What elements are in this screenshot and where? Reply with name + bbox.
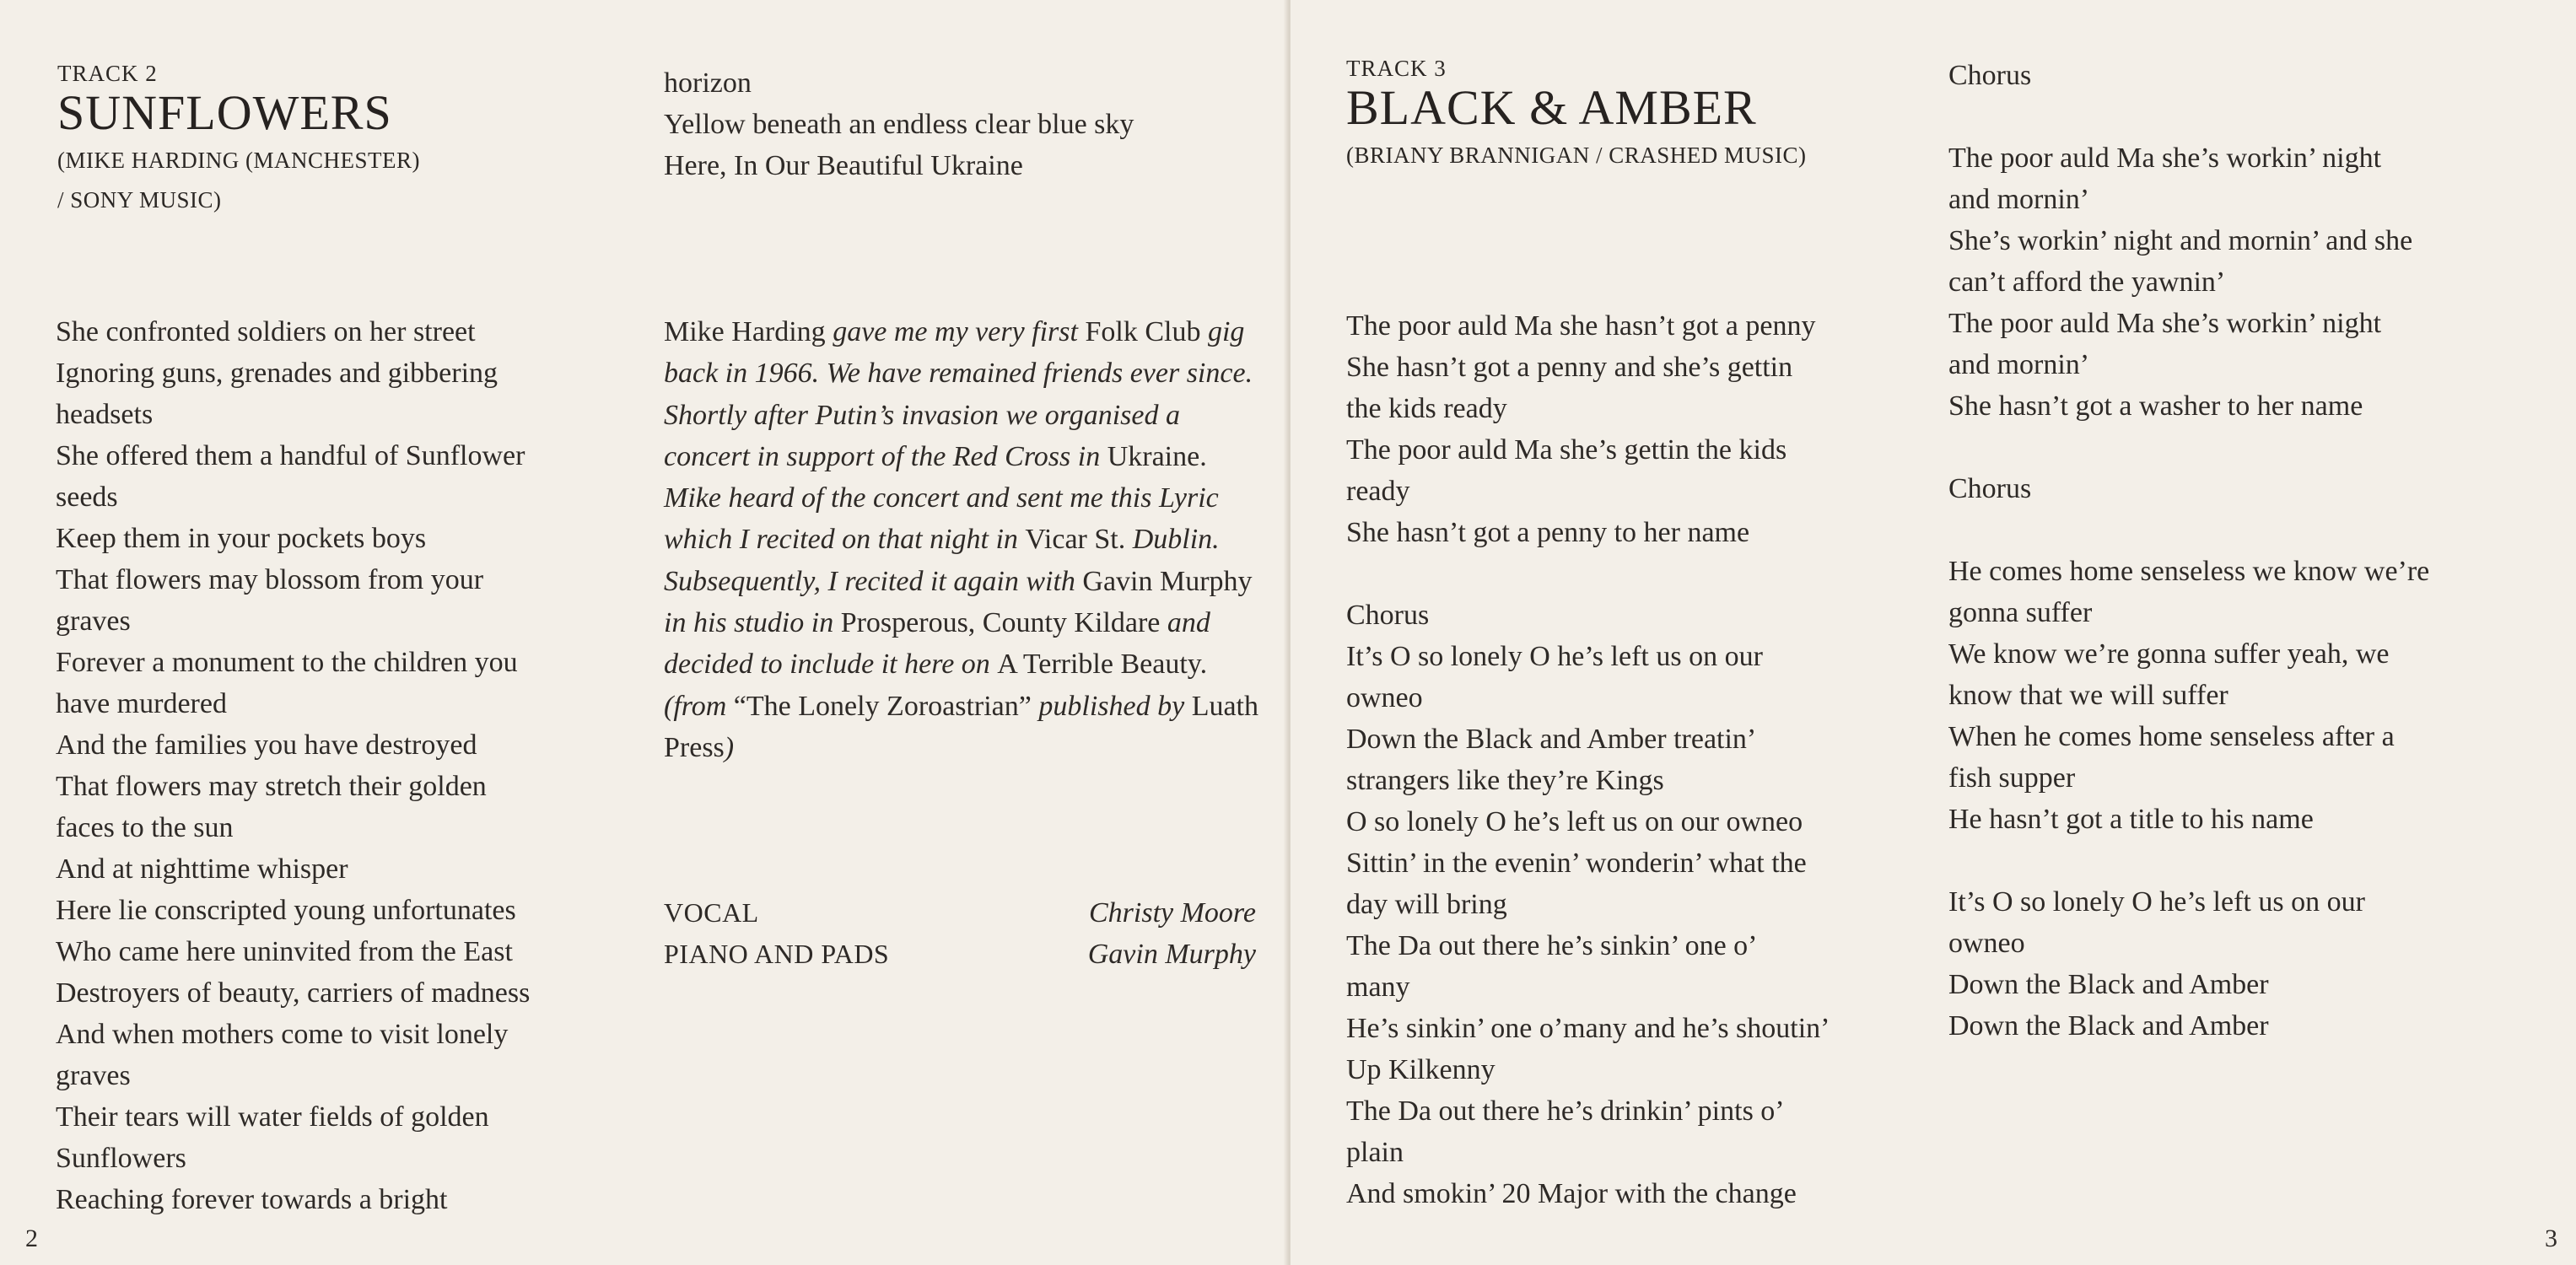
lyric-line: She hasn’t got a penny to her name: [1346, 517, 1750, 548]
lyric-line: know that we will suffer: [1948, 680, 2228, 711]
lyric-line: strangers like they’re Kings: [1346, 765, 1664, 796]
performer-credits: [664, 892, 1256, 975]
lyric-line: And at nighttime whisper: [56, 853, 348, 885]
liner-note: Mike Harding gave me my very first Folk Club gig back in 1966. We have remained friends ever since. Shortly after Putin’s invasion we organised a concert in support of the Red Cross in Ukraine. Mike heard of the concert and sent me this Lyric which I recited on that night in Vicar St. Dublin. Subsequently, I recited it again with Gavin Murphy in his studio in Prosperous, County Kildare and decided to include it here on A Terrible Beauty. (from “The Lonely Zoroastrian” published by Luath Press): [664, 316, 1258, 763]
track-title: BLACK & AMBER: [1346, 80, 1757, 135]
lyric-line: The poor auld Ma she’s workin’ night: [1948, 308, 2382, 339]
performer-role: VOCAL: [664, 897, 759, 928]
sunflowers-header: [57, 61, 639, 221]
lyric-line: Forever a monument to the children you: [56, 647, 518, 678]
lyric-line: Here, In Our Beautiful Ukraine: [664, 150, 1023, 181]
performer-row: [664, 892, 1256, 934]
right-page: [1291, 0, 2576, 1265]
lyric-line: Here lie conscripted young unfortunates: [56, 895, 516, 926]
lyric-line: Chorus: [1346, 600, 1430, 631]
lyric-line: The poor auld Ma she’s workin’ night: [1948, 143, 2382, 174]
lyric-line: seeds: [56, 482, 118, 513]
performer-role: PIANO AND PADS: [664, 939, 890, 969]
lyric-line: We know we’re gonna suffer yeah, we: [1948, 638, 2390, 670]
lyric-line: The poor auld Ma she hasn’t got a penny: [1346, 310, 1816, 342]
lyric-line: Who came here uninvited from the East: [56, 936, 513, 967]
lyric-line: graves: [56, 1060, 131, 1091]
lyric-line: fish supper: [1948, 762, 2076, 794]
lyric-line: owneo: [1346, 682, 1423, 713]
stanza-gap: [1948, 96, 2556, 137]
performer-row: [664, 934, 1256, 975]
lyric-line: Chorus: [1948, 60, 2032, 91]
lyric-line: Yellow beneath an endless clear blue sky: [664, 109, 1134, 140]
track-title: SUNFLOWERS: [57, 85, 392, 140]
lyric-line: day will bring: [1346, 889, 1507, 920]
lyric-line: Down the Black and Amber: [1948, 1010, 2269, 1042]
lyric-line: And smokin’ 20 Major with the change: [1346, 1178, 1797, 1209]
stanza-gap: [1948, 509, 2556, 551]
lyric-line: He’s sinkin’ one o’many and he’s shoutin’: [1346, 1013, 1830, 1044]
lyric-line: Down the Black and Amber: [1948, 969, 2269, 1000]
lyric-line: have murdered: [56, 688, 227, 719]
left-page: [0, 0, 1287, 1265]
lyric-line: It’s O so lonely O he’s left us on our: [1346, 641, 1763, 672]
lyric-line: horizon: [664, 67, 752, 99]
lyric-line: That flowers may stretch their golden: [56, 771, 487, 802]
lyric-line: She offered them a handful of Sunflower: [56, 440, 525, 471]
lyric-line: She’s workin’ night and mornin’ and she: [1948, 225, 2413, 256]
lyric-line: Down the Black and Amber treatin’: [1346, 724, 1757, 755]
lyric-line: Their tears will water fields of golden: [56, 1101, 489, 1133]
lyric-line: The Da out there he’s drinkin’ pints o’: [1346, 1095, 1785, 1127]
lyric-line: Keep them in your pockets boys: [56, 523, 427, 554]
lyric-line: He hasn’t got a title to his name: [1948, 804, 2314, 835]
stanza-gap: [1948, 427, 2556, 468]
lyric-line: Chorus: [1948, 473, 2032, 504]
lyric-line: Destroyers of beauty, carriers of madness: [56, 977, 531, 1009]
lyric-line: owneo: [1948, 928, 2025, 959]
lyric-line: Ignoring guns, grenades and gibbering: [56, 358, 498, 389]
lyric-line: Reaching forever towards a bright: [56, 1184, 448, 1215]
lyric-line: faces to the sun: [56, 812, 234, 843]
credit-line: (BRIANY BRANNIGAN / CRASHED MUSIC): [1346, 143, 1807, 168]
lyric-line: And when mothers come to visit lonely: [56, 1019, 509, 1050]
stanza-gap: [1948, 840, 2556, 881]
lyric-line: And the families you have destroyed: [56, 729, 477, 761]
lyric-line: Up Kilkenny: [1346, 1054, 1495, 1085]
performer-name: Gavin Murphy: [1087, 939, 1256, 970]
lyric-line: She hasn’t got a washer to her name: [1948, 390, 2363, 422]
lyric-line: gonna suffer: [1948, 597, 2093, 628]
lyric-line: It’s O so lonely O he’s left us on our: [1948, 886, 2365, 918]
sunflowers-lyrics: [56, 311, 646, 1220]
lyric-line: When he comes home senseless after a: [1948, 721, 2395, 752]
lyric-line: She hasn’t got a penny and she’s gettin: [1346, 352, 1793, 383]
lyric-line: O so lonely O he’s left us on our owneo: [1346, 806, 1803, 837]
black-amber-header: [1346, 56, 1937, 176]
lyric-line: The Da out there he’s sinkin’ one o’: [1346, 930, 1758, 961]
track-label: TRACK 2: [57, 61, 158, 86]
lyric-line: Sunflowers: [56, 1143, 186, 1174]
lyric-line: She confronted soldiers on her street: [56, 316, 476, 347]
stanza-gap: [1346, 553, 1937, 595]
performer-name: Christy Moore: [1088, 897, 1256, 929]
lyric-line: headsets: [56, 399, 154, 430]
lyric-line: can’t afford the yawnin’: [1948, 266, 2226, 298]
lyric-line: That flowers may blossom from your: [56, 564, 484, 595]
page-number: 3: [2545, 1225, 2557, 1252]
lyric-line: graves: [56, 606, 131, 637]
sunflowers-lyrics-continued: [664, 62, 1271, 186]
black-amber-lyrics-col1: [1346, 305, 1937, 1214]
lyric-line: The poor auld Ma she’s gettin the kids: [1346, 434, 1787, 466]
black-amber-lyrics-col2: [1948, 55, 2556, 1047]
lyric-line: many: [1346, 972, 1410, 1003]
lyric-line: and mornin’: [1948, 349, 2090, 380]
lyric-line: plain: [1346, 1137, 1404, 1168]
lyric-line: the kids ready: [1346, 393, 1507, 424]
page-number: 2: [25, 1225, 38, 1252]
lyric-line: and mornin’: [1948, 184, 2090, 215]
credit-line: / SONY MUSIC): [57, 187, 222, 213]
lyric-line: Sittin’ in the evenin’ wonderin’ what the: [1346, 848, 1807, 879]
lyric-line: ready: [1346, 476, 1410, 507]
lyric-line: He comes home senseless we know we’re: [1948, 556, 2430, 587]
track-label: TRACK 3: [1346, 56, 1447, 81]
credit-line: (MIKE HARDING (MANCHESTER): [57, 148, 420, 173]
